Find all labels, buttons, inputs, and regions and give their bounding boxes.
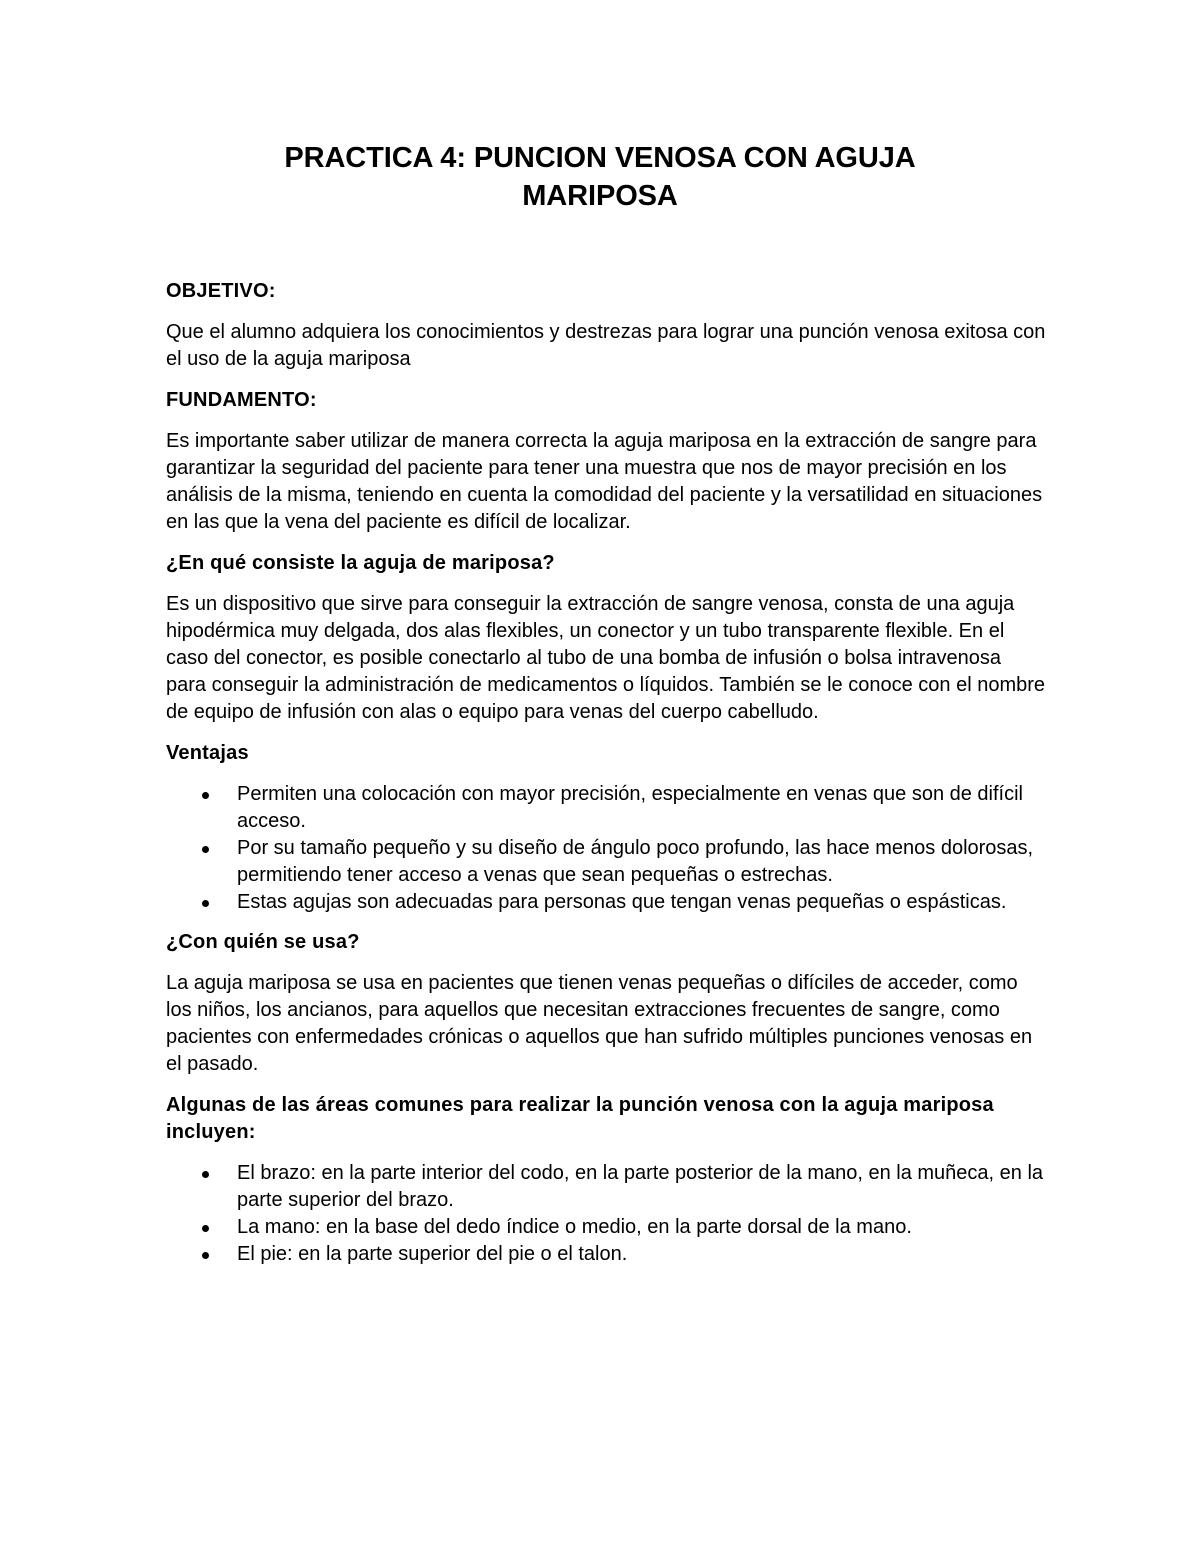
list-item-text: El brazo: en la parte interior del codo, en la parte posterior de la mano, en la muñeca, en la parte superior del brazo.	[237, 1162, 1044, 1211]
document-title	[150, 139, 1050, 215]
fundamento-text: Es importante saber utilizar de manera correcta la aguja mariposa en la extracción de sangre para garantizar la seguridad del paciente para tener una muestra que nos de mayor precisión en los análisis de la misma, teniendo en cuenta la comodidad del paciente y la versatilidad en situaciones en las que la vena del paciente es difícil de localizar.	[166, 430, 1043, 533]
objetivo-text: Que el alumno adquiera los conocimientos y destrezas para lograr una punción venosa exitosa con el uso de la aguja mariposa	[166, 321, 1046, 370]
con-quien-heading: ¿Con quién se usa?	[166, 931, 360, 953]
list-item	[166, 835, 1046, 889]
document-body	[166, 278, 1046, 1281]
consiste-text: Es un dispositivo que sirve para conseguir la extracción de sangre venosa, consta de una aguja hipodérmica muy delgada, dos alas flexibles, un conector y un tubo transparente flexible. En el caso del conector, es posible conectarlo al tubo de una bomba de infusión o bolsa intravenosa para conseguir la administración de medicamentos o líquidos. También se le conoce con el nombre de equipo de infusión con alas o equipo para venas del cuerpo cabelludo.	[166, 593, 1046, 723]
fundamento-heading: FUNDAMENTO:	[166, 389, 317, 411]
list-item	[166, 781, 1046, 835]
list-item-text: El pie: en la parte superior del pie o el talon.	[237, 1243, 628, 1265]
bullet-icon	[202, 846, 209, 853]
areas-list	[166, 1160, 1046, 1268]
title-line-1: PRACTICA 4: PUNCION VENOSA CON AGUJA	[284, 142, 916, 174]
areas-heading: Algunas de las áreas comunes para realizar la punción venosa con la aguja mariposa incluyen:	[166, 1094, 994, 1143]
list-item	[166, 1214, 1046, 1241]
title-line-2: MARIPOSA	[522, 180, 678, 212]
objetivo-heading: OBJETIVO:	[166, 280, 276, 302]
bullet-icon	[202, 792, 209, 799]
bullet-icon	[202, 900, 209, 907]
ventajas-heading: Ventajas	[166, 742, 249, 764]
list-item-text: Estas agujas son adecuadas para personas que tengan venas pequeñas o espásticas.	[237, 891, 1007, 913]
bullet-icon	[202, 1225, 209, 1232]
ventajas-list	[166, 781, 1046, 916]
list-item	[166, 1160, 1046, 1214]
list-item	[166, 1241, 1046, 1268]
con-quien-text: La aguja mariposa se usa en pacientes que tienen venas pequeñas o difíciles de acceder, como los niños, los ancianos, para aquellos que necesitan extracciones frecuentes de sangre, como pacientes con enfermedades crónicas o aquellos que han sufrido múltiples punciones venosas en el pasado.	[166, 972, 1033, 1075]
list-item-text: La mano: en la base del dedo índice o medio, en la parte dorsal de la mano.	[237, 1216, 912, 1238]
consiste-heading: ¿En qué consiste la aguja de mariposa?	[166, 552, 555, 574]
list-item	[166, 889, 1046, 916]
bullet-icon	[202, 1252, 209, 1259]
bullet-icon	[202, 1171, 209, 1178]
list-item-text: Permiten una colocación con mayor precisión, especialmente en venas que son de difícil acceso.	[237, 783, 1023, 832]
list-item-text: Por su tamaño pequeño y su diseño de ángulo poco profundo, las hace menos dolorosas, permitiendo tener acceso a venas que sean pequeñas o estrechas.	[237, 837, 1034, 886]
